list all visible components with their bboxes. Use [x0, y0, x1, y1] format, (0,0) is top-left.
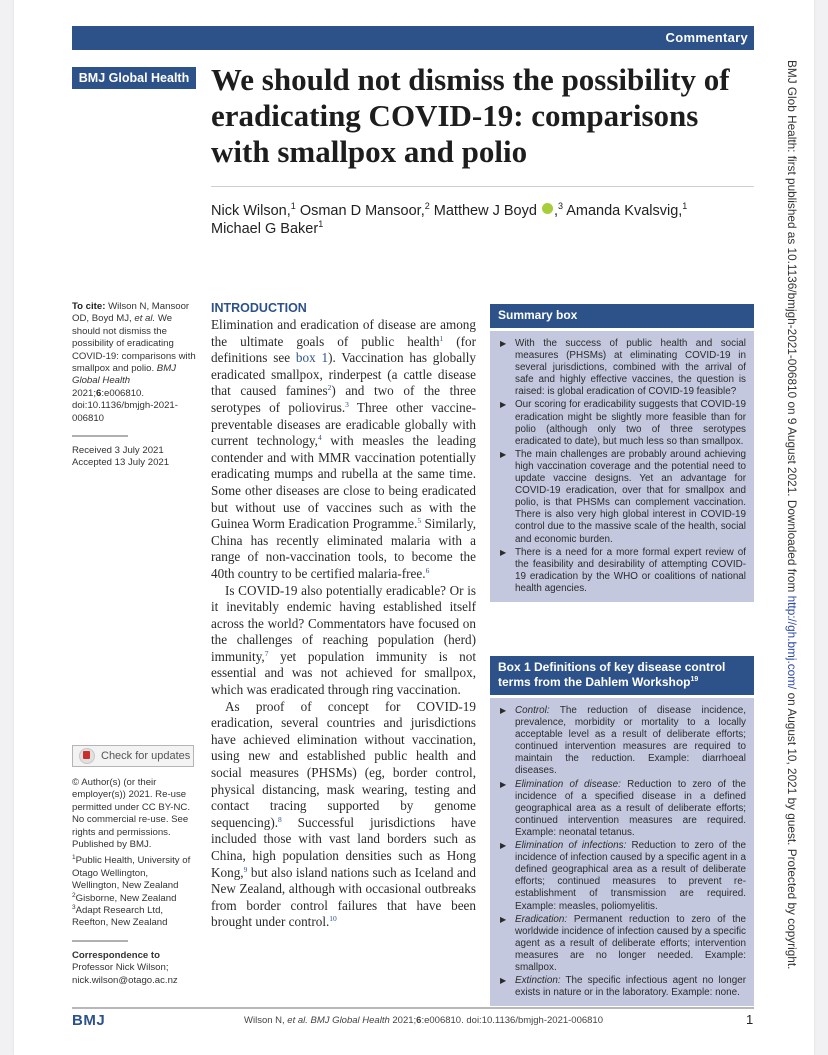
crossmark-icon: [79, 748, 95, 764]
author-name[interactable]: Osman D Mansoor,: [299, 203, 425, 219]
definition-term: Elimination of disease:: [515, 778, 621, 790]
copyright-text: © Author(s) (or their employer(s)) 2021. Re-use permitted under CC BY-NC. No commercial re-use. See rights and permissions. Published by BMJ.: [72, 777, 191, 851]
affiliation-text: Gisborne, New Zealand: [75, 892, 177, 904]
journal-url-link[interactable]: http://gh.bmj.com/: [785, 595, 799, 690]
affiliation-num: 3: [72, 904, 76, 912]
reference-link[interactable]: 9: [243, 864, 248, 874]
affiliation: [72, 855, 198, 892]
summary-item: ▶ With the success of public health and social measures (PHSMs) at eliminating COVID-19 in several jurisdictions, combined with the arrival of safe and highly effective vaccines, the question is raised: is global eradication of COVID-19 feasible?: [498, 338, 746, 398]
definition-term: Extinction:: [515, 975, 561, 987]
bmj-logo: BMJ: [72, 1012, 106, 1029]
cite-text: We should not dismiss the possibility of eradicating COVID-19: comparisons with smallpox and polio.: [72, 313, 196, 375]
affiliation-ref: 1: [318, 219, 324, 229]
cite-etal: et al.: [134, 313, 156, 325]
affiliation-num: 1: [72, 854, 76, 862]
definition-item: [498, 914, 746, 974]
body-text: [211, 300, 476, 931]
definition-term: Elimination of infections:: [515, 840, 627, 852]
definition-term: Eradication:: [515, 913, 568, 925]
title-divider: [211, 186, 754, 187]
summary-item: ▶ The main challenges are probably around achieving high vaccination coverage and the potential need to update vaccine designs. Yet an advantage for COVID-19 eradication, over that for smallpox and polio, is that PHSMs can complement vaccination. There is also very high global interest in COVID-19 control due to the massive scale of the health, social and economic burden.: [498, 449, 746, 546]
citation-block: [72, 301, 198, 470]
author-name[interactable]: Amanda Kvalsvig,: [566, 203, 683, 219]
check-updates-label: Check for updates: [101, 750, 191, 762]
correspondence-label: Correspondence to: [72, 949, 160, 961]
cite-journal: BMJ Global Health: [72, 363, 176, 387]
affiliation-ref: 1: [682, 201, 688, 211]
rights-block: [72, 777, 198, 987]
journal-badge: BMJ Global Health: [72, 67, 196, 89]
cite-doi: :e006810. doi:10.1136/bmjgh-2021-006810: [72, 387, 178, 424]
summary-item: ▶ Our scoring for eradicability suggests that COVID-19 eradication might be slightly more feasible than for polio (although only two of three serotypes eradicated to date), but much less so than smallpox.: [498, 399, 746, 447]
received-date: Received 3 July 2021: [72, 445, 164, 457]
footer-divider: [72, 1007, 754, 1009]
definition-item: [498, 779, 746, 839]
box-link[interactable]: box 1: [295, 350, 329, 366]
definition-item: [498, 840, 746, 913]
reference-link[interactable]: 3: [345, 399, 349, 409]
author-name[interactable]: Nick Wilson,: [211, 203, 291, 219]
reference-link[interactable]: 4: [317, 433, 322, 443]
definition-term: Control:: [515, 705, 550, 716]
affiliation-ref: 2: [424, 201, 430, 211]
section-heading: INTRODUCTION: [211, 301, 307, 315]
box-title-text: Box 1 Definitions of key disease control terms from the Dahlem Workshop: [498, 660, 726, 689]
affiliation-text: Public Health, University of Otago Wellington, Wellington, New Zealand: [72, 855, 191, 892]
affiliation: [72, 893, 198, 905]
definitions-box-title: [490, 656, 754, 695]
reference-link[interactable]: 5: [417, 516, 422, 526]
definition-text: Reduction to zero of the incidence of infection caused by a specific agent in a defined geographical area as a result of deliberate efforts; continued measures to prevent re-establishment of transmission are required. Example: measles, poliomyelitis.: [515, 840, 747, 912]
author-name[interactable]: Matthew J Boyd: [433, 203, 537, 219]
definition-item: [498, 705, 746, 778]
definitions-box-body: [490, 695, 754, 1006]
download-notice: BMJ Glob Health: first published as 10.1136/bmjgh-2021-006810 on 9 August 2021. Downloaded from http://gh.bmj.com/ on August 10, 2021 by guest. Protected by copyright.: [785, 60, 799, 970]
reference-link[interactable]: 8: [278, 814, 282, 824]
reference-link[interactable]: 2: [327, 383, 332, 393]
definition-text: Reduction to zero of the incidence of a specified disease in a defined geographical area as a result of deliberate efforts; continued intervention measures are required. Example: neonatal tetanus.: [515, 778, 747, 838]
cite-text: 2021;: [72, 387, 97, 399]
page-number: 1: [746, 1012, 754, 1027]
summary-box-title: Summary box: [490, 304, 754, 328]
summary-item: ▶ There is a need for a more formal expert review of the feasibility and desirability of attempting COVID-19 eradication by the WHO or coalitions of national health agencies.: [498, 547, 746, 595]
paragraph: As proof of concept for COVID-19 eradication, several countries and jurisdictions have achieved elimination without vaccination, using new and established public health and social measures (PHSMs) (eg, border control, physical distancing, mask wearing, testing and contact tracing supported by genome sequencing).$^8$ Successful jurisdictions have included those with vast land borders such as China, high population densities such as Hong Kong,$^9$ but also island nations such as Iceland and New Zealand, although with occasional outbreaks from border control failures that have been brought under control.$^{10}$: [211, 698, 476, 930]
reference-link[interactable]: 10: [329, 914, 337, 924]
affiliation-text: Adapt Research Ltd, Reefton, New Zealand: [72, 905, 168, 929]
orcid-icon[interactable]: [542, 203, 553, 214]
definition-text: The specific infectious agent no longer exists in nature or in the laboratory. Example: none.: [515, 975, 746, 999]
cite-text: Wilson N, Mansoor OD, Boyd MJ,: [72, 301, 190, 325]
reference-link[interactable]: 19: [690, 676, 699, 683]
summary-box-body: [490, 328, 754, 602]
check-for-updates-button[interactable]: [72, 745, 194, 767]
author-list: Nick Wilson,$^1$ Osman D Mansoor,$^2$ Matthew J Boyd ,$^3$ Amanda Kvalsvig,$^1$ Michael G Baker$^1$: [211, 201, 688, 237]
reference-link[interactable]: 6: [425, 565, 430, 575]
footer-citation: Wilson N, et al. BMJ Global Health 2021;6:e006810. doi:10.1136/bmjgh-2021-006810: [244, 1015, 603, 1026]
affiliation-ref: 1: [290, 201, 296, 211]
section-banner: [72, 26, 754, 50]
affiliation-num: 2: [72, 891, 76, 899]
definition-text: The reduction of disease incidence, prevalence, morbidity or mortality to a locally acceptable level as a result of deliberate efforts; continued intervention measures are required to maintain the reduction. Example: diarrhoeal diseases.: [515, 705, 746, 777]
reference-link[interactable]: 7: [264, 648, 269, 658]
summary-box: [490, 304, 754, 602]
cite-volume: 6: [96, 387, 102, 399]
correspondence-email[interactable]: nick.wilson@otago.ac.nz: [72, 974, 178, 986]
affiliation: [72, 905, 198, 930]
definition-text: Permanent reduction to zero of the worldwide incidence of infection caused by a specific agent as a result of deliberate efforts; intervention measures are no longer needed. Example: smallpox.: [515, 913, 746, 973]
section-label: Commentary: [665, 30, 748, 45]
divider: [72, 940, 128, 942]
divider: [72, 435, 128, 437]
affiliation-ref: 3: [557, 201, 563, 211]
author-name[interactable]: Michael G Baker: [211, 221, 319, 237]
reference-link[interactable]: 1: [439, 333, 444, 343]
cite-label: To cite:: [72, 301, 106, 312]
correspondence-name: Professor Nick Wilson;: [72, 962, 169, 974]
definition-item: [498, 975, 746, 999]
accepted-date: Accepted 13 July 2021: [72, 457, 170, 469]
paragraph: Elimination and eradication of disease are among the ultimate goals of public health$^1$ (for definitions see box 1). Vaccination has globally eradicated smallpox, rinderpest (a cattle disease that caused famines$^2$) and two of the three serotypes of poliovirus.$^3$ Three other vaccine-preventable diseases are eradicable globally with current technology,$^4$ with measles the leading contender and with MMR vaccination potentially eradicating mumps and rubella at the same time. Some other diseases are close to being eradicated but without use of vaccines such as with the Guinea Worm Eradication Programme.$^5$ Similarly, China has recently eliminated malaria with a range of non-vaccination tools, to become the 40th country to be certified malaria-free.$^6$: [211, 317, 476, 581]
paragraph: Is COVID-19 also potentially eradicable? Or is it inevitably endemic having established itself across the world? Commentators have focused on the challenges of reaching population (herd) immunity,$^7$ yet population immunity is not essential and was not achieved for smallpox, which was eradicated through ring vaccination.: [211, 582, 476, 698]
article-title: We should not dismiss the possibility of eradicating COVID-19: comparisons with smallpox and polio: [211, 62, 730, 169]
definitions-box: [490, 656, 754, 1006]
